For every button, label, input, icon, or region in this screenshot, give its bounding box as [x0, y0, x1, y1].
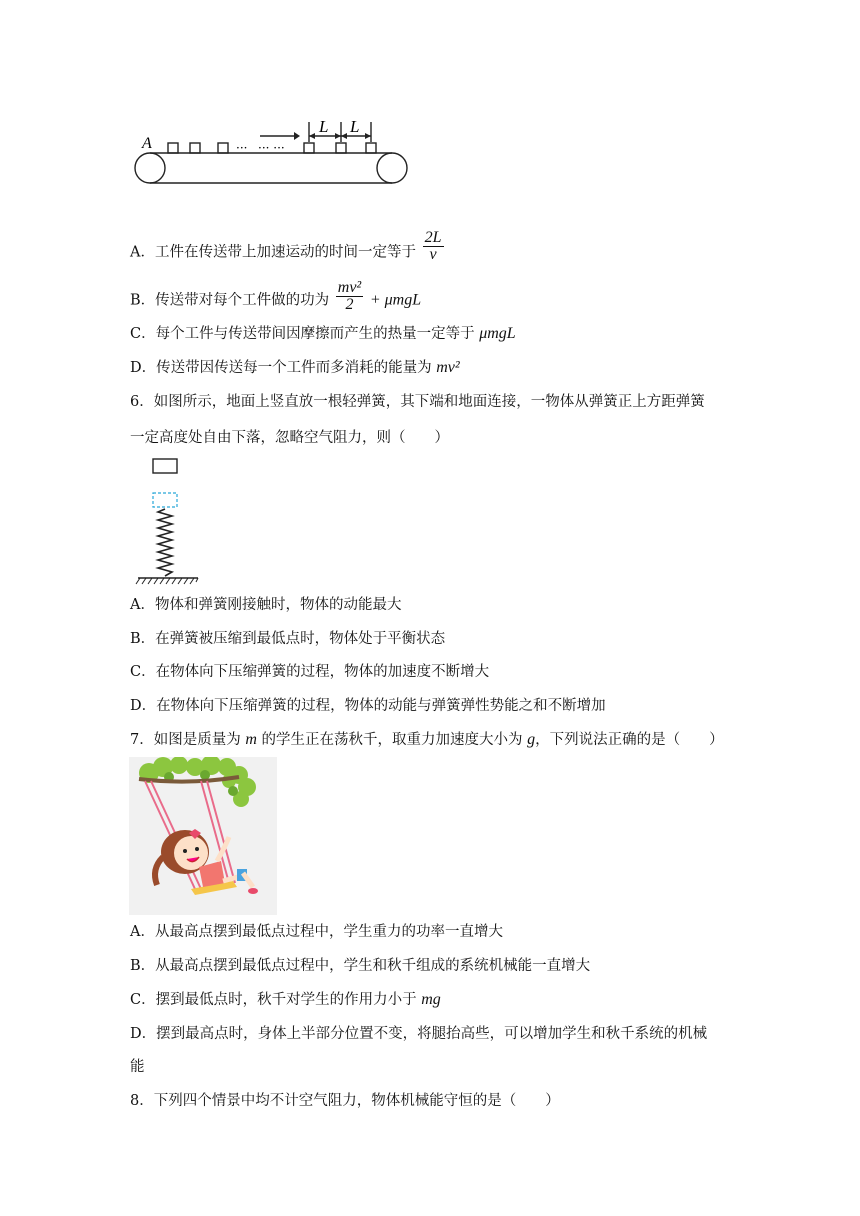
conveyor-belt-figure — [128, 112, 428, 192]
q7-option-d-line-2: 能 — [130, 1059, 145, 1075]
fraction-mv2-over-2: $\frac{\text{mv²}}{2}$ — [337, 279, 362, 313]
ellipsis-2: ··· ··· — [258, 141, 285, 155]
q6-option-b: B．在弹簧被压缩到最低点时，物体处于平衡状态 — [130, 631, 446, 647]
q6-option-c: C．在物体向下压缩弹簧的过程，物体的加速度不断增大 — [130, 664, 490, 680]
q5-option-d: D．传送带因传送每一个工件而多消耗的能量为 mv² — [130, 359, 460, 376]
q6-option-a: A．物体和弹簧刚接触时，物体的动能最大 — [130, 597, 402, 613]
label-a: A — [142, 135, 152, 152]
q6-option-d: D．在物体向下压缩弹簧的过程，物体的动能与弹簧弹性势能之和不断增加 — [130, 698, 606, 714]
label-l1: L — [319, 117, 329, 136]
q8-stem: 8．下列四个情景中均不计空气阻力，物体机械能守恒的是（ ） — [130, 1093, 560, 1109]
q6-stem-line-2: 一定高度处自由下落，忽略空气阻力，则（ ） — [130, 430, 449, 446]
q5-option-c: C．每个工件与传送带间因摩擦而产生的热量一定等于 μmgL — [130, 325, 516, 342]
q5-option-a: A．工件在传送带上加速运动的时间一定等于 $\frac{2L}{v}$ — [130, 229, 442, 263]
swing-girl-illustration — [129, 757, 277, 915]
q7-stem: 7．如图是质量为 m 的学生正在荡秋千，取重力加速度大小为 g，下列说法正确的是（ ） — [130, 731, 724, 748]
q7-option-d-line-1: D．摆到最高点时，身体上半部分位置不变，将腿抬高些，可以增加学生和秋千系统的机械 — [130, 1026, 708, 1042]
q7-option-b: B．从最高点摆到最低点过程中，学生和秋千组成的系统机械能一直增大 — [130, 958, 591, 974]
fraction-2l-over-v: $\frac{2L}{v}$ — [424, 229, 442, 263]
q5-option-b: B．传送带对每个工件做的功为 $\frac{\text{mv²}}{2}$ + μmgL — [130, 279, 422, 313]
ellipsis-1: ··· — [236, 141, 248, 155]
q7-option-c: C．摆到最低点时，秋千对学生的作用力小于 mg — [130, 991, 441, 1008]
label-l2: L — [350, 117, 360, 136]
spring-figure — [132, 456, 212, 586]
q7-option-a: A．从最高点摆到最低点过程中，学生重力的功率一直增大 — [130, 924, 503, 940]
q6-stem-line-1: 6．如图所示，地面上竖直放一根轻弹簧，其下端和地面连接，一物体从弹簧正上方距弹簧 — [130, 394, 705, 410]
